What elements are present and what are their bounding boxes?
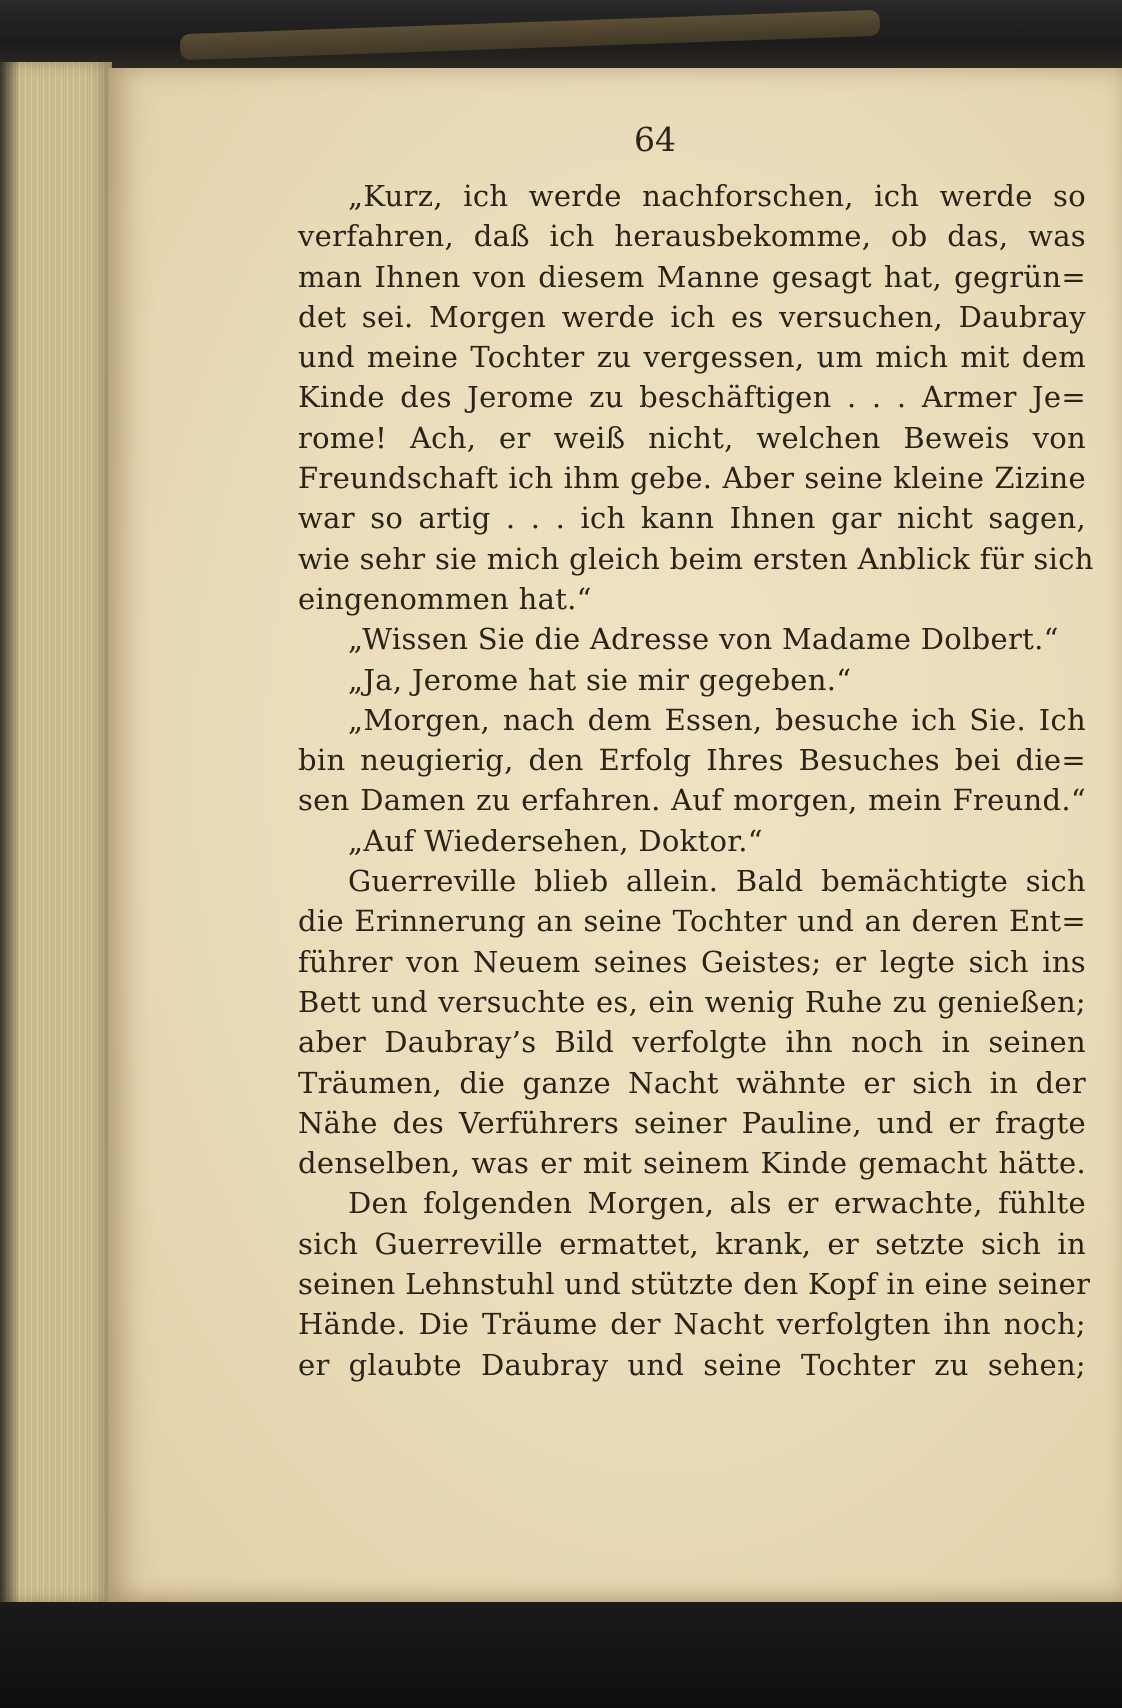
text-line: Träumen, die ganze Nacht wähnte er sich in der	[298, 1065, 1086, 1100]
text-line: und meine Tochter zu vergessen, um mich mit dem	[298, 340, 1086, 375]
text-line: seinen Lehnstuhl und stützte den Kopf in eine seiner	[298, 1267, 1091, 1302]
book-cover-bottom	[0, 1602, 1122, 1708]
text-line: sen Damen zu erfahren. Auf morgen, mein Freund.“	[298, 783, 1086, 818]
text-line: Guerreville blieb allein. Bald bemächtigte sich	[348, 864, 1086, 899]
text-line: aber Daubray’s Bild verfolgte ihn noch in seinen	[298, 1025, 1086, 1060]
text-line: verfahren, daß ich herausbekomme, ob das, was	[298, 219, 1086, 254]
text-line: führer von Neuem seines Geistes; er legte sich ins	[298, 944, 1086, 979]
text-line: denselben, was er mit seinem Kinde gemacht hätte.	[298, 1146, 1086, 1181]
text-line: „Wissen Sie die Adresse von Madame Dolbert.“	[348, 622, 1059, 657]
text-line: wie sehr sie mich gleich beim ersten Anblick für sich	[298, 541, 1094, 576]
text-line: man Ihnen von diesem Manne gesagt hat, gegrün=	[298, 259, 1086, 294]
text-line: Nähe des Verführers seiner Pauline, und er fragte	[298, 1105, 1086, 1140]
binding-shadow	[0, 62, 20, 1602]
text-line: Bett und versuchte es, ein wenig Ruhe zu genießen;	[298, 984, 1086, 1019]
text-line: rome! Ach, er weiß nicht, welchen Beweis von	[298, 420, 1086, 455]
text-line: war so artig . . . ich kann Ihnen gar nicht sagen,	[298, 501, 1086, 536]
text-line: „Kurz, ich werde nachforschen, ich werde so	[348, 179, 1086, 213]
text-line: „Morgen, nach dem Essen, besuche ich Sie. Ich	[348, 702, 1086, 737]
text-line: Hände. Die Träume der Nacht verfolgten ihn noch;	[298, 1307, 1086, 1342]
text-line: Den folgenden Morgen, als er erwachte, fühlte	[348, 1186, 1086, 1221]
text-line: sich Guerreville ermattet, krank, er setzte sich in	[298, 1226, 1086, 1261]
page-number: 64	[634, 120, 676, 159]
text-line: eingenommen hat.“	[298, 581, 592, 616]
text-line: Freundschaft ich ihm gebe. Aber seine kleine Zizine	[298, 461, 1086, 496]
text-line: er glaubte Daubray und seine Tochter zu sehen;	[298, 1347, 1086, 1382]
text-line: bin neugierig, den Erfolg Ihres Besuches bei die=	[298, 743, 1086, 778]
text-line: „Auf Wiedersehen, Doktor.“	[348, 823, 763, 858]
text-line: „Ja, Jerome hat sie mir gegeben.“	[348, 662, 852, 697]
body-text	[298, 176, 1094, 1385]
text-line: Kinde des Jerome zu beschäftigen . . . Armer Je=	[298, 380, 1086, 415]
text-line: det sei. Morgen werde ich es versuchen, Daubray	[298, 299, 1086, 334]
text-line: die Erinnerung an seine Tochter und an deren Ent=	[298, 904, 1086, 939]
